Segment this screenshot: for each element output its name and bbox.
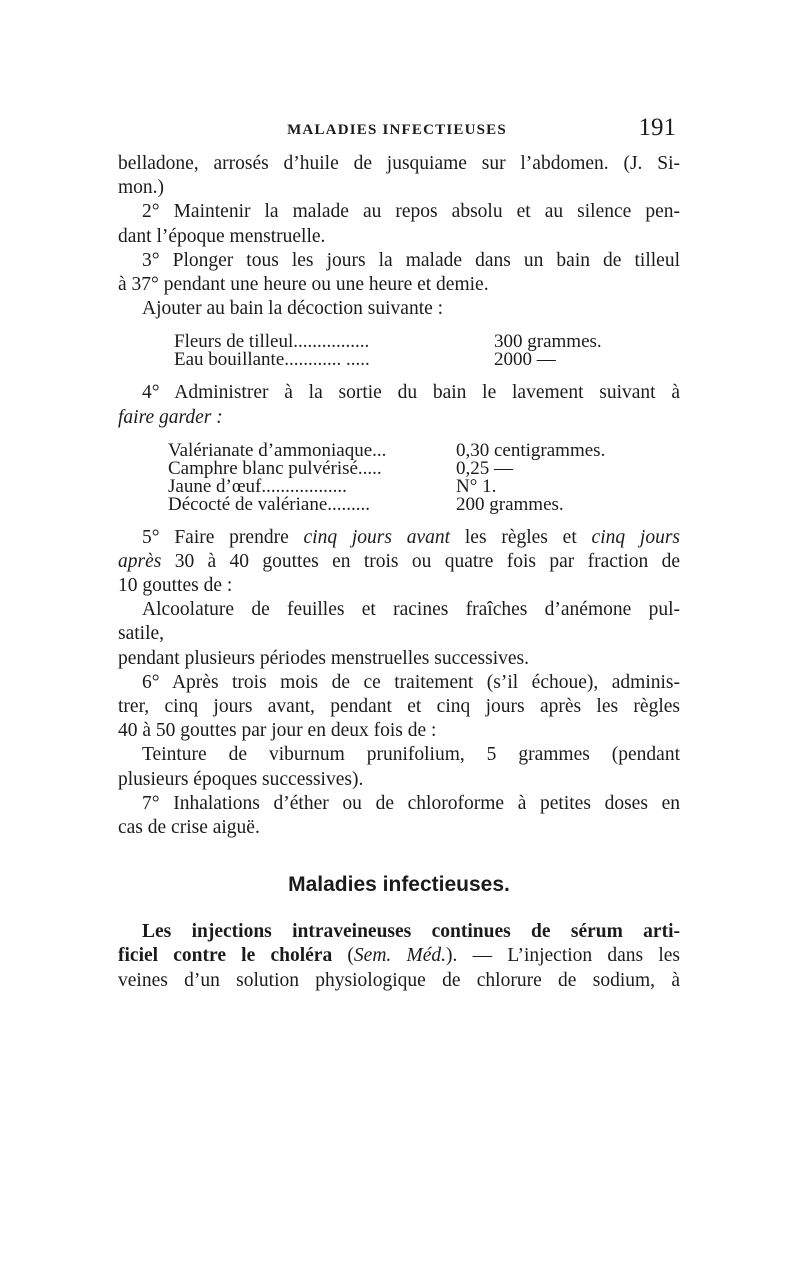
recipe-ingredient: Fleurs de tilleul................: [174, 331, 370, 353]
recipe-ingredient: Camphre blanc pulvérisé.....: [168, 457, 382, 479]
recipe-ingredient: Eau bouillante............ .....: [174, 349, 370, 371]
recipe-quantity: 0,25 —: [456, 457, 513, 479]
italic-text: après: [118, 550, 162, 572]
text-line: 10 gouttes de :: [118, 575, 233, 597]
text-line: 40 à 50 gouttes par jour en deux fois de :: [118, 720, 437, 742]
lead-title: Les injections intraveineuses continues de sérum arti-: [142, 921, 680, 943]
text-line: mon.): [118, 177, 165, 199]
lead-title: ficiel contre le choléra: [118, 945, 333, 967]
text-line: 6° Après trois mois de ce traitement (s’il échoue), adminis-: [142, 671, 680, 693]
text-line: Teinture de viburnum prunifolium, 5 grammes (pendant: [142, 744, 680, 766]
section-heading: Maladies infectieuses.: [288, 873, 510, 897]
page-body: [118, 152, 680, 993]
text-line: [118, 920, 680, 944]
page-number: 191: [638, 114, 676, 141]
text-line: Ajouter au bain la décoction suivante :: [142, 298, 444, 320]
text-line: [118, 406, 680, 430]
text-line: 5° Faire prendre cinq jours avant les règles et cinq jours: [142, 526, 681, 548]
italic-text: Sem. Méd.: [353, 945, 447, 967]
text-line: après 30 à 40 gouttes en trois ou quatre fois par fraction de: [118, 550, 680, 572]
italic-text: faire garder :: [118, 406, 223, 428]
text-line: à 37° pendant une heure ou une heure et demie.: [118, 273, 489, 295]
text-line: 2° Maintenir la malade au repos absolu et au silence pen-: [142, 201, 680, 223]
text-line: pendant plusieurs périodes menstruelles successives.: [118, 647, 530, 669]
recipe-ingredient: Valérianate d’ammoniaque...: [168, 439, 387, 461]
text-line: 7° Inhalations d’éther ou de chloroforme à petites doses en: [142, 792, 680, 814]
recipe-quantity: 200 grammes.: [456, 493, 564, 515]
recipe-lavement: [118, 439, 680, 515]
text-line: dant l’époque menstruelle.: [118, 225, 326, 247]
text-line: veines d’un solution physiologique de chlorure de sodium, à: [118, 969, 680, 991]
recipe-quantity: N° 1.: [456, 475, 497, 497]
text-line: belladone, arrosés d’huile de jusquiame sur l’abdomen. (J. Si-: [118, 153, 680, 174]
page-header: [118, 114, 676, 144]
italic-text: cinq jours: [591, 526, 681, 548]
text-line: 4° Administrer à la sortie du bain le lavement suivant à: [142, 382, 680, 404]
text-line: 3° Plonger tous les jours la malade dans un bain de tilleul: [142, 249, 680, 271]
recipe-ingredient: Jaune d’œuf..................: [168, 475, 347, 497]
recipe-row: [118, 475, 680, 497]
recipe-row: [118, 351, 680, 369]
recipe-quantity: 2000 —: [494, 349, 556, 371]
recipe-ingredient: Décocté de valériane.........: [168, 493, 371, 515]
running-title: MALADIES INFECTIEUSES: [287, 122, 507, 138]
text-line: trer, cinq jours avant, pendant et cinq jours après les règles: [118, 696, 680, 717]
recipe-row: [118, 457, 680, 479]
text-line: plusieurs époques successives).: [118, 768, 364, 790]
recipe-row: [118, 493, 680, 515]
text-line: ficiel contre le choléra (Sem. Méd.). — L’injection dans les: [118, 945, 681, 967]
recipe-row: [118, 439, 680, 461]
recipe-quantity: 300 grammes.: [494, 331, 602, 353]
recipe-quantity: 0,30 centigrammes.: [456, 439, 606, 461]
text-line: satile,: [118, 623, 165, 645]
recipe-tilleul: [118, 333, 680, 369]
text-line: Alcoolature de feuilles et racines fraîches d’anémone pul-: [142, 599, 680, 621]
text-line: cas de crise aiguë.: [118, 816, 260, 838]
italic-text: cinq jours avant: [303, 526, 451, 548]
